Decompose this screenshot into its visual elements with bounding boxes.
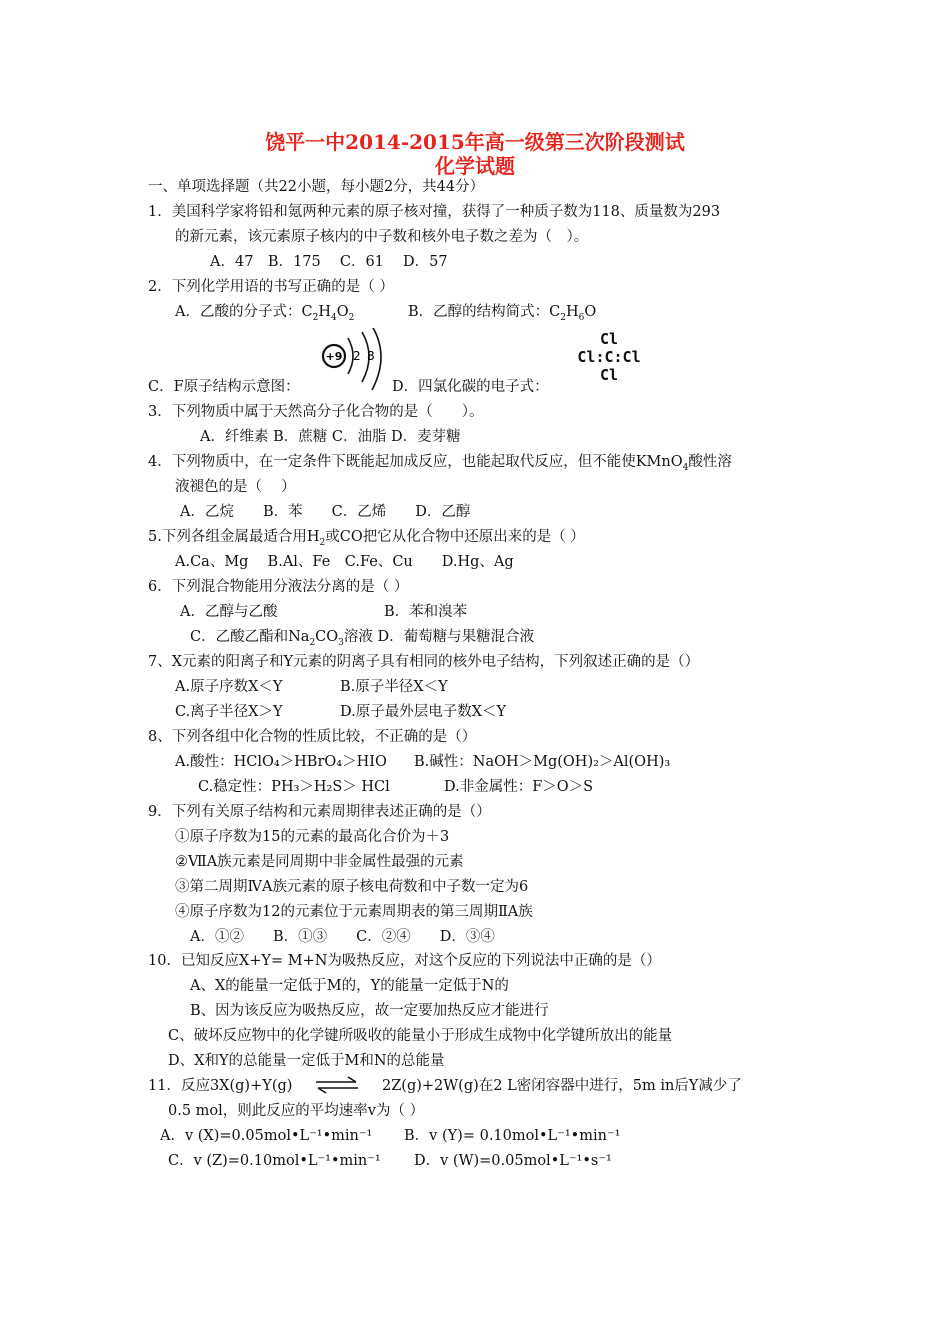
q8-option-c: C.稳定性：PH₃＞H₂S＞ HCl [198,779,390,795]
q8-option-a: A.酸性：HClO₄＞HBrO₄＞HIO [175,754,387,770]
q11-option-c: C．v (Z)=0.10mol•L⁻¹•min⁻¹ [168,1153,381,1169]
q9-options: A．①② B．①③ C．②④ D．③④ [190,929,495,945]
q9-statement-4: ④原子序数为12的元素位于元素周期表的第三周期ⅡA族 [175,904,533,920]
svg-text:2: 2 [353,349,361,363]
q4-stem-line2: 液褪色的是（ ） [175,479,296,495]
q10-stem: 10．已知反应X+Y= M+N为吸热反应，对这个反应的下列说法中正确的是（） [148,953,661,969]
q5-options: A.Ca、Mg B.Al、Fe C.Fe、Cu D.Hg、Ag [175,554,514,570]
q7-option-c: C.离子半径X＞Y [175,704,283,720]
q10-option-b: B、因为该反应为吸热反应，故一定要加热反应才能进行 [190,1003,549,1019]
q3-options: A．纤维素 B．蔗糖 C．油脂 D．麦芽糖 [200,429,461,445]
page-subtitle: 化学试题 [435,154,515,178]
q6-stem: 6．下列混合物能用分液法分离的是（ ） [148,579,409,595]
q2-stem: 2．下列化学用语的书写正确的是（ ） [148,279,394,295]
section-heading: 一、单项选择题（共22小题，每小题2分，共44分） [148,179,485,195]
q11-stem-line2: 0.5 mol，则此反应的平均速率v为（ ） [168,1103,425,1119]
q8-option-d: D.非金属性：F＞O＞S [444,779,594,795]
q10-option-d: D、X和Y的总能量一定低于M和N的总能量 [168,1053,445,1069]
q11-option-b: B．v (Y)= 0.10mol•L⁻¹•min⁻¹ [404,1128,621,1144]
q1-options: A．47 B．175 C．61 D．57 [210,254,448,270]
ccl4-electron-formula: Cl Cl:C:Cl Cl [577,330,641,384]
q2-option-d: D．四氯化碳的电子式： [392,379,549,395]
q2-option-c: C．F原子结构示意图： [148,379,300,395]
q4-stem-line1: 4．下列物质中，在一定条件下既能起加成反应，也能起取代反应，但不能使KMnO$_4$酸性溶 [148,454,732,473]
q11-option-a: A．v (X)=0.05mol•L⁻¹•min⁻¹ [160,1128,373,1144]
q7-option-b: B.原子半径X＜Y [340,679,448,695]
q6-option-b: B．苯和溴苯 [384,604,468,620]
q7-stem: 7、X元素的阳离子和Y元素的阴离子具有相同的核外电子结构，下列叙述正确的是（） [148,654,700,670]
q10-option-c: C、破坏反应物中的化学键所吸收的能量小于形成生成物中化学键所放出的能量 [168,1028,673,1044]
q10-option-a: A、X的能量一定低于M的，Y的能量一定低于N的 [190,978,509,994]
q3-stem: 3．下列物质中属于天然高分子化合物的是（ ）。 [148,404,484,420]
svg-text:8: 8 [367,349,375,363]
q11-option-d: D．v (W)=0.05mol•L⁻¹•s⁻¹ [414,1153,612,1169]
q1-stem-line2: 的新元素，该元素原子核内的中子数和核外电子数之差为（ ）。 [175,229,589,245]
q9-statement-3: ③第二周期ⅣA族元素的原子核电荷数和中子数一定为6 [175,879,529,895]
q11-stem-part2: 2Z(g)+2W(g)在2 L密闭容器中进行，5m in后Y减少了 [382,1078,742,1094]
q5-stem: 5.下列各组金属最适合用$H_2$或CO把它从化合物中还原出来的是（ ） [148,529,585,548]
q1-stem-line1: 1．美国科学家将铅和氪两种元素的原子核对撞，获得了一种质子数为118、质量数为293 [148,204,721,220]
fluorine-atom-diagram [312,328,392,392]
svg-text:+9: +9 [325,350,343,363]
q8-option-b: B.碱性：NaOH＞Mg(OH)₂＞Al(OH)₃ [414,754,671,770]
q2-option-a: A．乙酸的分子式：$C_2H_4O_2$ [175,304,355,323]
q8-stem: 8、下列各组中化合物的性质比较，不正确的是（） [148,729,477,745]
q9-statement-2: ②ⅦA族元素是同周期中非金属性最强的元素 [175,854,464,870]
q4-options: A．乙烷 B．苯 C．乙烯 D．乙醇 [180,504,471,520]
page-title: 饶平一中2014-2015年高一级第三次阶段测试 [265,130,685,154]
q6-option-a: A．乙醇与乙酸 [180,604,278,620]
reversible-arrow-icon [314,1076,360,1094]
q9-stem: 9．下列有关原子结构和元素周期律表述正确的是（） [148,804,491,820]
q2-option-b: B．乙醇的结构简式：$C_2H_6O$ [408,304,597,323]
q7-option-a: A.原子序数X＜Y [175,679,283,695]
q11-stem-part1: 11．反应3X(g)+Y(g) [148,1078,293,1094]
q9-statement-1: ①原子序数为15的元素的最高化合价为＋3 [175,829,450,845]
q6-option-cd: C．乙酸乙酯和$Na_2CO_3$溶液 D．葡萄糖与果糖混合液 [190,629,535,648]
q7-option-d: D.原子最外层电子数X＜Y [340,704,507,720]
